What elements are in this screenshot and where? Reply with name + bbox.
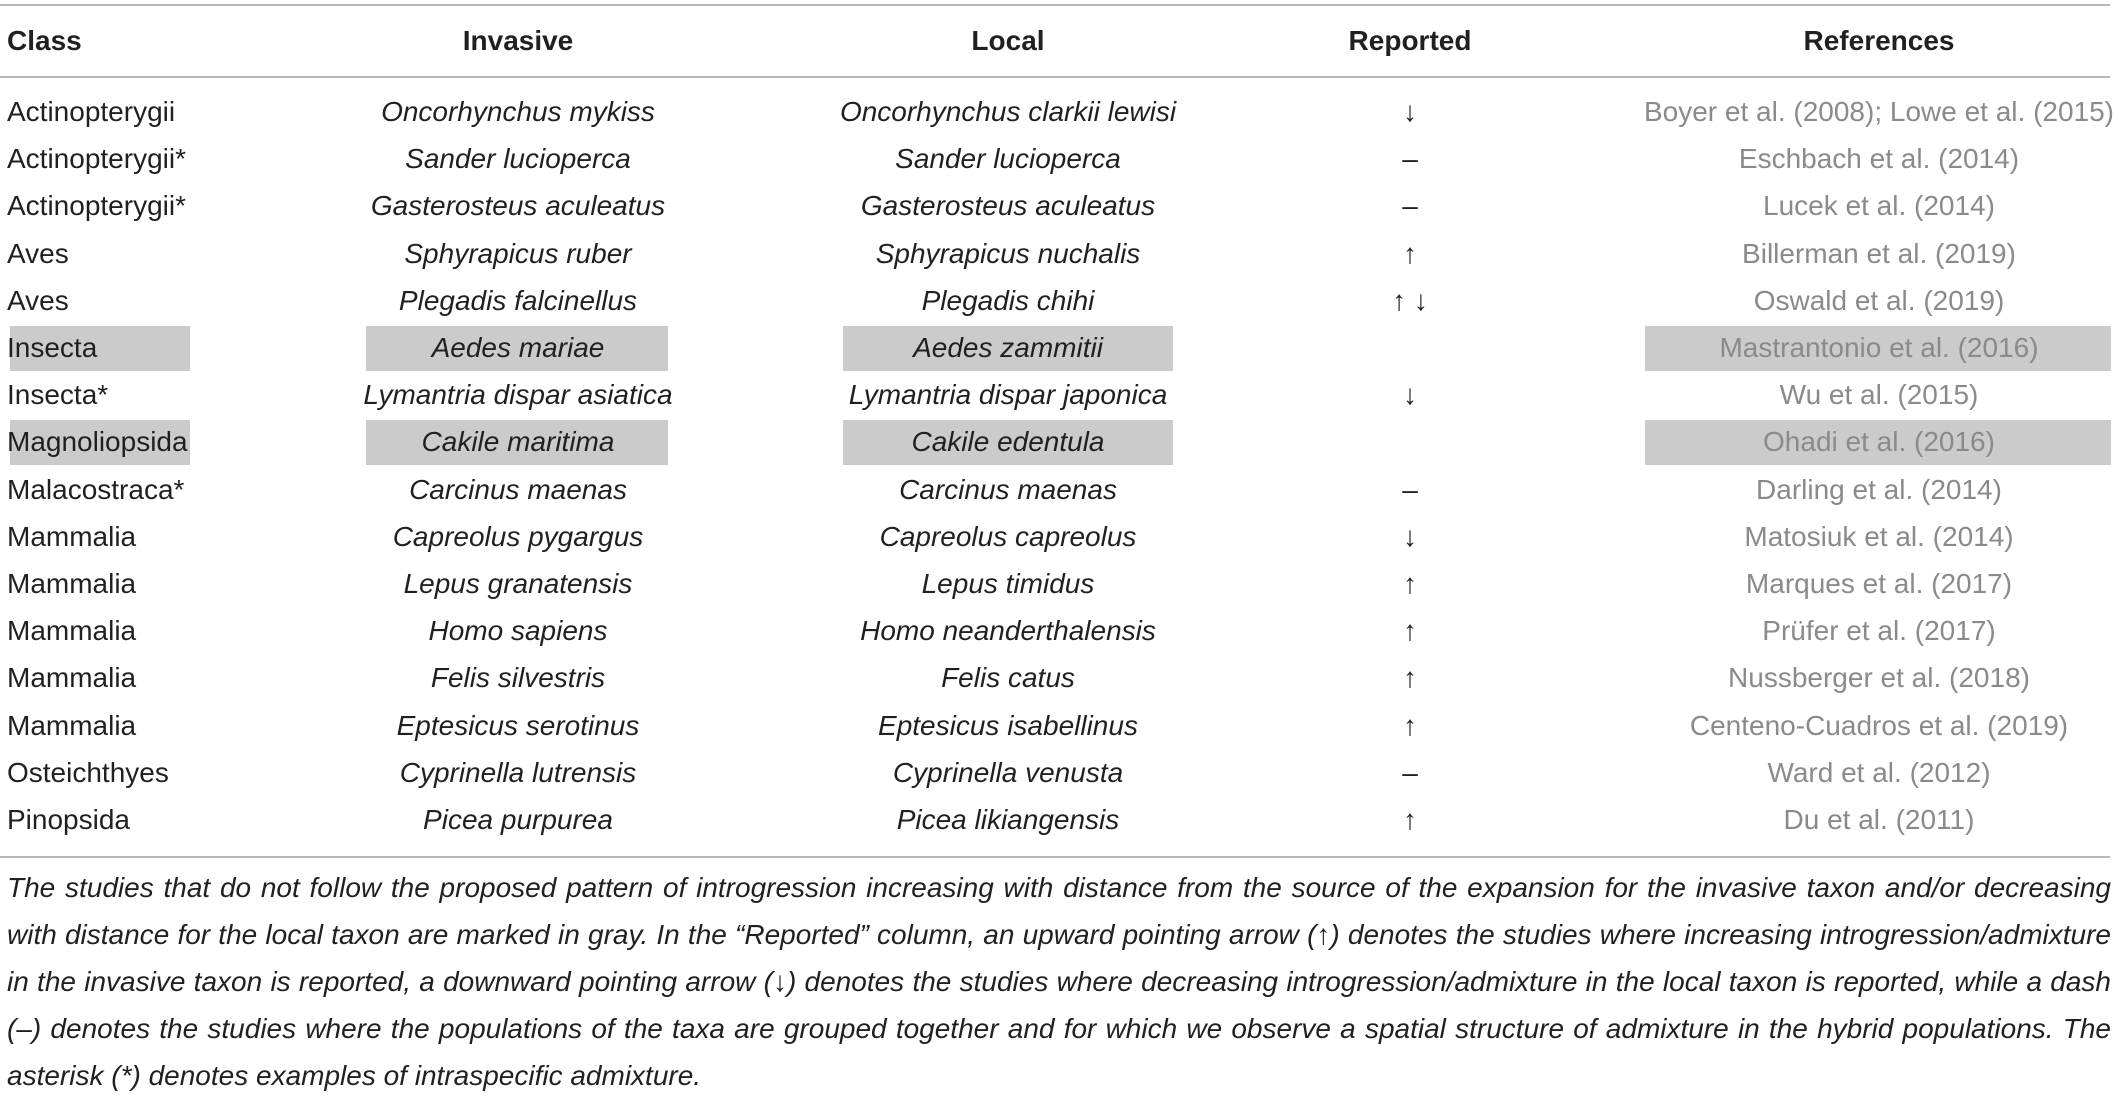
cell-references: Prüfer et al. (2017) [1762, 615, 1996, 647]
cell-class: Mammalia [7, 568, 137, 599]
cell-class: Pinopsida [7, 804, 130, 835]
cell-reported: – [1402, 190, 1418, 222]
cell-references: Centeno-Cuadros et al. (2019) [1689, 709, 2069, 741]
table-row [0, 230, 2118, 277]
cell-class: Actinopterygii* [7, 190, 186, 222]
cell-invasive: Cyprinella lutrensis [399, 756, 637, 788]
cell-invasive: Oncorhynchus mykiss [381, 96, 655, 127]
cell-references: Mastrantonio et al. (2016) [1719, 332, 2039, 363]
table-row [0, 654, 2118, 701]
cell-invasive: Lymantria dispar asiatica [363, 379, 673, 411]
cell-reported: ↑ [1403, 568, 1417, 599]
cell-references: Darling et al. (2014) [1756, 473, 2002, 505]
cell-invasive: Felis silvestris [430, 662, 606, 694]
table-row [0, 88, 2118, 135]
cell-references: Wu et al. (2015) [1779, 379, 1979, 411]
cell-local: Oncorhynchus clarkii lewisi [839, 96, 1177, 127]
cell-reported: ↑ [1403, 237, 1417, 269]
cell-references: Marques et al. (2017) [1745, 568, 2013, 599]
cell-class: Insecta* [7, 379, 109, 411]
cell-local: Felis catus [941, 662, 1075, 694]
cell-class: Actinopterygii* [7, 143, 186, 175]
cell-class: Mammalia [7, 520, 137, 552]
cell-local: Sphyrapicus nuchalis [875, 237, 1141, 269]
table-row [0, 796, 2118, 843]
cell-local: Picea likiangensis [896, 804, 1120, 835]
header-rule [0, 76, 2110, 78]
cell-reported [1320, 418, 1500, 465]
cell-class: Mammalia [7, 662, 137, 694]
cell-references: Billerman et al. (2019) [1742, 237, 2016, 269]
cell-invasive: Eptesicus serotinus [396, 709, 640, 741]
cell-class: Magnoliopsida [7, 426, 188, 458]
cell-class: Insecta [7, 332, 98, 363]
header-references: References [1803, 25, 1955, 56]
cell-references: Eschbach et al. (2014) [1738, 143, 2020, 175]
table-row [0, 324, 2118, 371]
table-row [0, 749, 2118, 796]
header-local: Local [971, 25, 1045, 56]
cell-local: Lymantria dispar japonica [848, 379, 1168, 411]
bottom-rule [0, 856, 2110, 858]
cell-references: Du et al. (2011) [1783, 804, 1975, 835]
cell-reported: – [1402, 756, 1418, 788]
cell-local: Sander lucioperca [895, 143, 1121, 175]
cell-invasive: Carcinus maenas [409, 473, 627, 505]
cell-invasive: Cakile maritima [421, 426, 615, 458]
cell-reported: – [1402, 473, 1418, 505]
table-row [0, 560, 2118, 607]
cell-local: Cyprinella venusta [892, 756, 1124, 788]
header-reported: Reported [1348, 25, 1472, 56]
table-row [0, 466, 2118, 513]
cell-references: Lucek et al. (2014) [1763, 190, 1995, 222]
cell-invasive: Sander lucioperca [405, 143, 631, 175]
header-class: Class [7, 25, 82, 56]
cell-class: Mammalia [7, 615, 137, 647]
cell-local: Eptesicus isabellinus [878, 709, 1138, 741]
top-rule [0, 4, 2110, 6]
cell-references: Oswald et al. (2019) [1753, 284, 2005, 316]
cell-reported: ↑ [1403, 709, 1417, 741]
cell-reported: ↑ ↓ [1392, 284, 1428, 316]
table-footnote: The studies that do not follow the proposed pattern of introgression increasing with distance from the source of the expansion for the invasive taxon and/or decreasing with distance for the local taxon are marked in gray. In the “Reported” column, an upward pointing arrow (↑) denotes the studies where increasing introgression/admixture in the invasive taxon is reported, a downward pointing arrow (↓) denotes the studies where decreasing introgression/admixture in the local taxon is reported, while a dash (–) denotes the studies where the populations of the taxa are grouped together and for which we observe a spatial structure of admixture in the hybrid populations. The asterisk (*) denotes examples of intraspecific admixture. [7, 872, 2111, 1091]
cell-local: Gasterosteus aculeatus [860, 190, 1156, 222]
cell-reported: ↓ [1403, 379, 1417, 411]
cell-local: Aedes zammitii [913, 332, 1103, 363]
cell-local: Plegadis chihi [921, 284, 1095, 316]
cell-class: Malacostraca* [7, 473, 185, 505]
cell-local: Carcinus maenas [899, 473, 1117, 505]
cell-invasive: Homo sapiens [428, 615, 608, 647]
cell-reported: ↓ [1403, 520, 1417, 552]
cell-class: Aves [7, 237, 69, 269]
table-row [0, 182, 2118, 229]
cell-references: Boyer et al. (2008); Lowe et al. (2015) [1643, 96, 2115, 127]
table-row [0, 702, 2118, 749]
cell-local: Cakile edentula [911, 426, 1105, 458]
cell-invasive: Capreolus pygargus [392, 520, 644, 552]
cell-class: Osteichthyes [7, 756, 169, 788]
cell-invasive: Sphyrapicus ruber [404, 237, 632, 269]
cell-class: Mammalia [7, 709, 137, 741]
cell-local: Homo neanderthalensis [860, 615, 1156, 647]
cell-local: Capreolus capreolus [879, 520, 1137, 552]
cell-reported [1320, 324, 1500, 371]
table-row [0, 135, 2118, 182]
cell-invasive: Plegadis falcinellus [398, 284, 638, 316]
cell-references: Matosiuk et al. (2014) [1744, 520, 2014, 552]
cell-reported: ↓ [1403, 96, 1417, 127]
cell-invasive: Aedes mariae [431, 332, 605, 363]
table-row [0, 607, 2118, 654]
table-row [0, 418, 2118, 465]
cell-class: Actinopterygii [7, 96, 176, 127]
cell-references: Nussberger et al. (2018) [1728, 662, 2030, 694]
cell-reported: ↑ [1403, 615, 1417, 647]
cell-invasive: Gasterosteus aculeatus [370, 190, 666, 222]
cell-invasive: Picea purpurea [423, 804, 613, 835]
cell-references: Ohadi et al. (2016) [1763, 426, 1995, 458]
table-row [0, 371, 2118, 418]
cell-references: Ward et al. (2012) [1767, 756, 1991, 788]
cell-reported: ↑ [1403, 804, 1417, 835]
cell-reported: – [1402, 143, 1418, 175]
table-row [0, 513, 2118, 560]
cell-local: Lepus timidus [921, 568, 1095, 599]
cell-invasive: Lepus granatensis [403, 568, 633, 599]
cell-reported: ↑ [1403, 662, 1417, 694]
header-invasive: Invasive [462, 25, 574, 56]
cell-class: Aves [7, 284, 69, 316]
table-row [0, 277, 2118, 324]
